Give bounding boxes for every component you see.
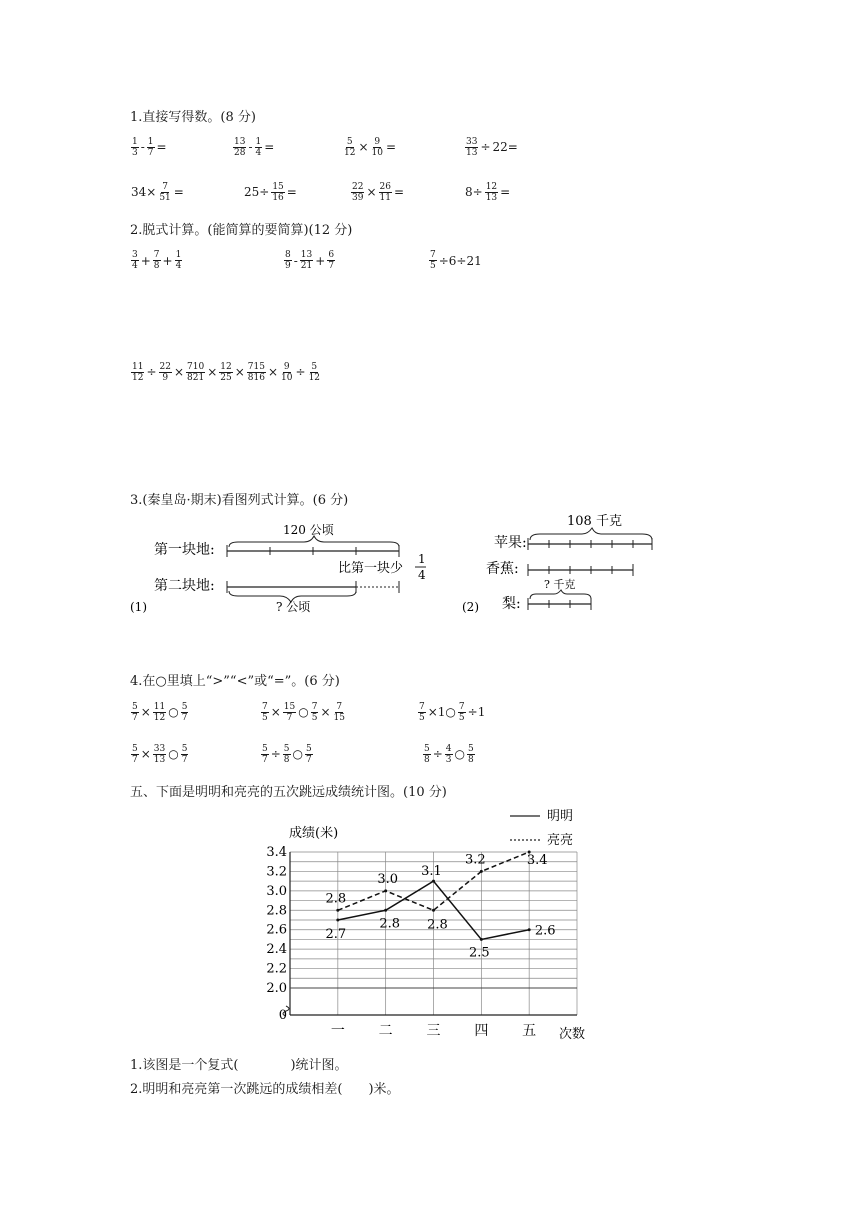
operator: = xyxy=(156,140,167,154)
legend xyxy=(510,809,573,848)
label-first-field: 第一块地: xyxy=(154,542,215,558)
operator: × xyxy=(366,185,377,199)
data-point xyxy=(336,919,339,922)
x-tick-label: 五 xyxy=(522,1023,537,1039)
data-labels xyxy=(325,852,555,960)
fraction: $\frac{13}{21}$ xyxy=(300,250,313,271)
data-point xyxy=(432,880,435,883)
calc-2-4 xyxy=(464,182,511,203)
fraction: $\frac{15}{16}$ xyxy=(272,182,284,203)
compare-5 xyxy=(260,744,314,765)
y-axis-label: 成绩(米) xyxy=(289,826,339,841)
operator: × xyxy=(234,365,245,379)
fraction: $\frac{5}{7}$ xyxy=(132,702,138,723)
fraction: $\frac{9}{10}$ xyxy=(281,362,293,383)
figure-2-line-diagram xyxy=(462,510,672,615)
expr-2-3 xyxy=(428,250,483,271)
line-chart xyxy=(265,800,605,1050)
section5-title: 五、下面是明明和亮亮的五次跳远成绩统计图。(10 分) xyxy=(130,785,447,800)
data-label: 2.8 xyxy=(379,916,401,932)
question-2: 2.明明和亮亮第一次跳远的成绩相差( )米。 xyxy=(130,1082,400,1097)
operator: = xyxy=(286,185,297,199)
operator: ÷1 xyxy=(467,705,486,719)
data-point xyxy=(384,909,387,912)
top-total: 108 千克 xyxy=(567,514,622,529)
y-tick-label: 2.8 xyxy=(266,903,287,919)
x-axis-label: 次数 xyxy=(559,1027,586,1042)
y-tick-label: 2.2 xyxy=(266,961,287,977)
y-tick-label: 0 xyxy=(278,1008,287,1023)
calc-2-3 xyxy=(350,182,405,203)
data-point xyxy=(480,870,483,873)
fraction: $\frac{7}{8}$ xyxy=(153,250,160,271)
calc-2-2 xyxy=(243,182,298,203)
fraction: $\frac{7}{5}$ xyxy=(311,702,318,723)
calc-1-1 xyxy=(130,137,168,158)
label-second-field: 第二块地: xyxy=(154,578,215,594)
fraction: $\frac{11}{12}$ xyxy=(132,362,144,383)
data-label: 3.2 xyxy=(464,852,486,868)
y-tick-label: 2.0 xyxy=(266,981,287,996)
data-point xyxy=(432,909,435,912)
figure-1-line-diagram xyxy=(128,515,458,615)
operator: 22= xyxy=(492,140,518,154)
fraction: $\frac{4}{3}$ xyxy=(445,744,452,765)
fraction: $\frac{5}{8}$ xyxy=(424,744,430,765)
fraction: $\frac{7}{5}$ xyxy=(262,702,268,723)
y-tick-label: 3.2 xyxy=(266,864,287,880)
section1-title: 1.直接写得数。(8 分) xyxy=(130,110,256,125)
fraction: $\frac{22}{9}$ xyxy=(159,362,171,383)
fraction: $\frac{9}{10}$ xyxy=(371,137,383,158)
fraction: $\frac{7}{5}$ xyxy=(419,702,425,723)
fraction: $\frac{5}{7}$ xyxy=(181,744,188,765)
operator: ○ xyxy=(298,705,309,719)
operator: × xyxy=(173,365,185,379)
fraction: $\frac{715}{816}$ xyxy=(247,362,265,383)
y-tick-label: 3.0 xyxy=(266,883,287,899)
operator: + xyxy=(140,253,151,268)
data-point xyxy=(528,928,531,931)
operator: ÷6÷21 xyxy=(438,253,482,268)
operator: + xyxy=(162,253,173,268)
data-label: 2.6 xyxy=(534,923,556,939)
data-label: 2.5 xyxy=(468,945,490,961)
y-tick-label: 3.4 xyxy=(266,845,287,860)
operator: - xyxy=(140,140,145,154)
calc-1-3 xyxy=(342,137,397,158)
fraction: $\frac{12}{13}$ xyxy=(485,182,498,203)
data-label: 3.1 xyxy=(421,864,442,880)
operator: = xyxy=(393,185,405,199)
operator: ○ xyxy=(454,747,466,761)
operator: × xyxy=(267,365,279,379)
fraction: $\frac{5}{7}$ xyxy=(262,744,268,765)
fraction: $\frac{22}{39}$ xyxy=(352,182,364,203)
fraction: $\frac{3}{4}$ xyxy=(132,250,138,271)
calc-2-1 xyxy=(130,182,185,203)
compare-2 xyxy=(260,702,347,723)
fraction: $\frac{1}{3}$ xyxy=(132,137,138,158)
fraction: $\frac{5}{12}$ xyxy=(344,137,356,158)
expr-2-4 xyxy=(130,362,322,383)
x-tick-label: 一 xyxy=(330,1023,345,1039)
fraction: $\frac{5}{7}$ xyxy=(132,744,138,765)
operator: - xyxy=(293,253,298,268)
section4-title: 4.在○里填上“>”“<”或“=”。(6 分) xyxy=(130,674,340,689)
operator: ○ xyxy=(168,747,179,761)
operator: = xyxy=(385,140,397,154)
data-label: 2.8 xyxy=(325,891,347,907)
operator: 34× xyxy=(131,185,157,199)
operator: ÷ xyxy=(432,747,443,761)
operator: × xyxy=(207,365,218,379)
pear-unknown: ? 千克 xyxy=(544,578,576,591)
fraction: $\frac{1}{4}$ xyxy=(175,250,182,271)
compare-6 xyxy=(422,744,476,765)
data-point xyxy=(480,938,483,941)
data-label: 3.4 xyxy=(526,853,548,868)
fraction: $\frac{5}{12}$ xyxy=(308,362,321,383)
operator: × xyxy=(320,705,331,719)
expr-2-2 xyxy=(283,250,336,271)
note-numerator: 1 xyxy=(418,552,426,566)
operator: = xyxy=(173,185,184,199)
fraction: $\frac{7}{15}$ xyxy=(333,702,345,723)
calc-1-2 xyxy=(232,137,275,158)
operator: × xyxy=(140,705,151,719)
compare-note: 比第一块少 xyxy=(338,561,404,576)
top-brace xyxy=(229,536,399,547)
fraction: $\frac{26}{11}$ xyxy=(379,182,391,203)
operator: ÷ xyxy=(295,365,306,379)
compare-3 xyxy=(417,702,486,723)
y-tick-label: 2.6 xyxy=(266,922,287,938)
figure-number: (1) xyxy=(130,600,147,614)
operator: ÷ xyxy=(146,365,157,379)
x-tick-label: 三 xyxy=(426,1023,441,1039)
section2-title: 2.脱式计算。(能简算的要简算)(12 分) xyxy=(130,223,353,238)
fraction: $\frac{1}{4}$ xyxy=(255,137,262,158)
fraction: $\frac{13}{28}$ xyxy=(234,137,246,158)
operator: = xyxy=(500,185,511,199)
x-tick-label: 四 xyxy=(474,1023,489,1039)
operator: ÷ xyxy=(270,747,281,761)
operator: 8÷ xyxy=(465,185,483,199)
fraction: $\frac{7}{5}$ xyxy=(430,250,436,271)
operator: 25÷ xyxy=(244,185,270,199)
operator: ÷ xyxy=(480,140,491,154)
fraction: $\frac{5}{7}$ xyxy=(181,702,188,723)
data-label: 3.0 xyxy=(377,871,399,887)
legend-label-mingming: 明明 xyxy=(547,809,574,824)
fraction: $\frac{11}{12}$ xyxy=(153,702,166,723)
data-point xyxy=(336,909,339,912)
operator: ○ xyxy=(168,705,179,719)
fraction: $\frac{33}{13}$ xyxy=(466,137,478,158)
fraction: $\frac{6}{7}$ xyxy=(328,250,335,271)
operator: = xyxy=(264,140,275,154)
operator: × xyxy=(270,705,281,719)
label-banana: 香蕉: xyxy=(486,561,519,577)
data-label: 2.8 xyxy=(427,917,448,933)
fraction: $\frac{1}{7}$ xyxy=(147,137,154,158)
compare-4 xyxy=(130,744,189,765)
question-1: 1.该图是一个复式( )统计图。 xyxy=(130,1058,348,1073)
fraction: $\frac{7}{5}$ xyxy=(458,702,465,723)
operator: ×1○ xyxy=(427,705,456,719)
fraction: $\frac{5}{7}$ xyxy=(306,744,312,765)
y-tick-label: 2.4 xyxy=(266,942,287,958)
label-pear: 梨: xyxy=(502,596,521,612)
figure-number: (2) xyxy=(462,600,479,614)
fraction: $\frac{710}{821}$ xyxy=(187,362,205,383)
data-point xyxy=(384,889,387,892)
label-apple: 苹果: xyxy=(494,535,527,551)
fraction: $\frac{15}{7}$ xyxy=(283,702,296,723)
fraction: $\frac{12}{25}$ xyxy=(220,362,232,383)
operator: × xyxy=(358,140,369,154)
fraction: $\frac{8}{9}$ xyxy=(285,250,291,271)
section3-title: 3.(秦皇岛·期末)看图列式计算。(6 分) xyxy=(130,493,349,508)
pear-brace xyxy=(530,590,591,599)
top-total: 120 公顷 xyxy=(283,523,334,537)
fraction: $\frac{7}{51}$ xyxy=(159,182,171,203)
data-label: 2.7 xyxy=(325,927,347,942)
x-tick-label: 二 xyxy=(378,1023,393,1039)
top-brace xyxy=(530,528,652,540)
note-denominator: 4 xyxy=(418,568,426,582)
fraction: $\frac{5}{8}$ xyxy=(283,744,290,765)
expr-2-1 xyxy=(130,250,183,271)
bottom-unknown: ? 公顷 xyxy=(276,600,311,614)
fraction: $\frac{33}{13}$ xyxy=(153,744,166,765)
operator: - xyxy=(248,140,253,154)
operator: ○ xyxy=(292,747,304,761)
calc-1-4 xyxy=(464,137,519,158)
operator: + xyxy=(315,253,326,268)
compare-1 xyxy=(130,702,189,723)
fraction: $\frac{5}{8}$ xyxy=(468,744,474,765)
operator: × xyxy=(140,747,151,761)
legend-label-liangliang: 亮亮 xyxy=(547,833,574,848)
